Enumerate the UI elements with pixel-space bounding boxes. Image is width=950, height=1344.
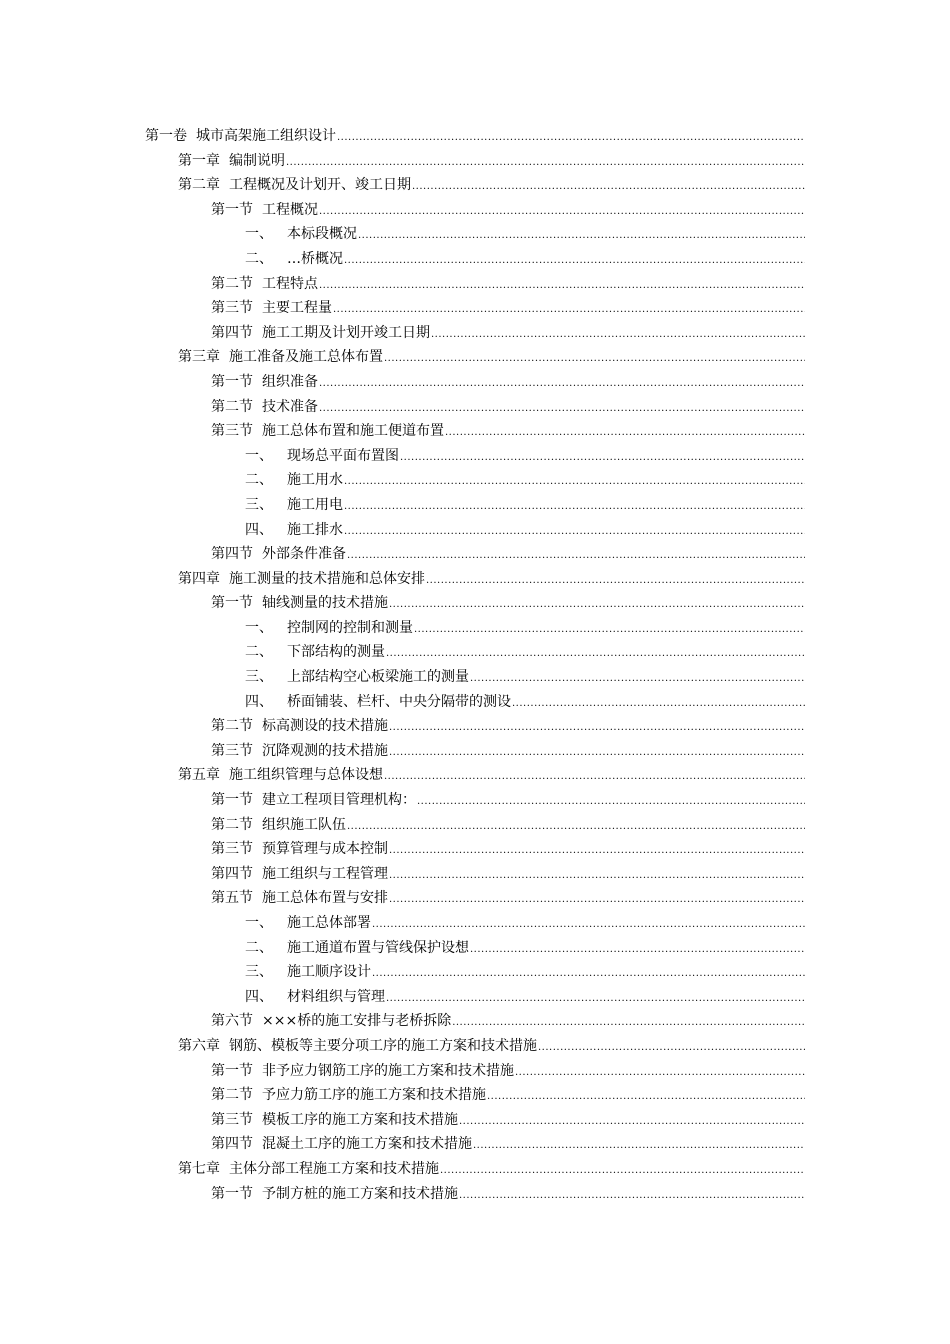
toc-entry-title: 模板工序的施工方案和技术措施 [262,1111,458,1128]
toc-entry-number: 第三节 [211,841,253,858]
toc-entry-number: 第二节 [211,1087,253,1104]
toc-entry-number: 第三节 [211,423,253,440]
toc-entry-number: 四、 [245,988,273,1005]
toc-entry-number: 第一节 [211,373,253,390]
toc-entry[interactable] [145,370,805,395]
toc-entry-number: 二、 [245,250,273,267]
toc-entry-number: 二、 [245,472,273,489]
toc-entry-number: 第六章 [178,1037,220,1054]
dot-leader [389,593,805,618]
toc-entry-number: 二、 [245,939,273,956]
dot-leader [344,495,805,520]
toc-entry-number: 第一节 [211,595,253,612]
toc-entry-number: 第一节 [211,1062,253,1079]
toc-entry[interactable] [145,665,805,690]
toc-entry[interactable] [145,862,805,887]
dot-leader [384,347,805,372]
dot-leader [487,1085,805,1110]
dot-leader [417,790,805,815]
toc-entry[interactable] [145,124,805,149]
toc-entry[interactable] [145,173,805,198]
toc-entry[interactable] [145,272,805,297]
dot-leader [358,224,805,249]
dot-leader [347,544,805,569]
toc-entry-title: 施工通道布置与管线保护设想 [287,939,469,956]
toc-entry-title: 材料组织与管理 [287,988,385,1005]
dot-leader [344,520,805,545]
dot-leader [470,938,805,963]
toc-entry-title: 施工测量的技术措施和总体安排 [229,570,425,587]
toc-entry-title: 钢筋、模板等主要分项工序的施工方案和技术措施 [229,1037,537,1054]
toc-entry[interactable] [145,395,805,420]
toc-entry[interactable] [145,247,805,272]
toc-entry[interactable] [145,813,805,838]
dot-leader [515,1061,805,1086]
toc-entry[interactable] [145,345,805,370]
toc-entry-number: 第二节 [211,816,253,833]
dot-leader [400,446,805,471]
toc-entry-number: 第一节 [211,1185,253,1202]
toc-entry-number: 第一节 [211,792,253,809]
toc-entry[interactable] [145,1059,805,1084]
toc-entry-title: 施工组织管理与总体设想 [229,767,383,784]
toc-entry-number: 二、 [245,644,273,661]
dot-leader [319,200,805,225]
toc-entry-title: 现场总平面布置图 [287,447,399,464]
toc-entry-title: 予制方桩的施工方案和技术措施 [262,1185,458,1202]
toc-entry[interactable] [145,911,805,936]
dot-leader [389,741,805,766]
toc-entry-number: 第三节 [211,1111,253,1128]
dot-leader [347,815,805,840]
toc-entry-title: 预算管理与成本控制 [262,841,388,858]
toc-entry[interactable] [145,198,805,223]
toc-entry-title: 工程概况 [262,201,318,218]
dot-leader [412,175,805,200]
toc-entry-number: 第一章 [178,152,220,169]
dot-leader [445,421,805,446]
toc-entry-number: 一、 [245,915,273,931]
dot-leader [389,864,805,889]
toc-entry-number: 第一节 [211,201,253,218]
toc-entry[interactable] [145,149,805,174]
dot-leader [389,716,805,741]
toc-entry-title: 本标段概况 [287,226,357,243]
toc-entry-title: 施工总体部署 [287,915,371,931]
dot-leader [386,987,805,1012]
dot-leader [333,298,805,323]
dot-leader [459,1184,805,1209]
toc-entry[interactable] [145,567,805,592]
toc-entry-title: 下部结构的测量 [287,644,385,661]
toc-entry-number: 第五章 [178,767,220,784]
toc-entry[interactable] [145,1009,805,1034]
toc-entry-title: 予应力筋工序的施工方案和技术措施 [262,1087,486,1104]
toc-entry-title: 技术准备 [262,398,318,415]
toc-entry[interactable] [145,886,805,911]
toc-entry[interactable] [145,493,805,518]
toc-entry-title: 施工用电 [287,496,343,513]
toc-entry[interactable] [145,837,805,862]
dot-leader [512,692,805,717]
toc-entry-title: 标高测设的技术措施 [262,718,388,735]
dot-leader [386,642,805,667]
dot-leader [344,249,805,274]
toc-entry-number: 第二节 [211,398,253,415]
dot-leader [389,839,805,864]
toc-entry-number: 第四章 [178,570,220,587]
toc-entry-title: 轴线测量的技术措施 [262,595,388,612]
toc-entry-number: 第四节 [211,324,253,341]
dot-leader [389,888,805,913]
toc-entry-title: 组织准备 [262,373,318,390]
toc-entry[interactable] [145,419,805,444]
dot-leader [440,1159,805,1184]
dot-leader [372,962,805,987]
toc-entry[interactable] [145,690,805,715]
toc-entry-number: 四、 [245,693,273,710]
toc-entry-title: 非予应力钢筋工序的施工方案和技术措施 [262,1062,514,1079]
toc-entry-title: 施工总体布置和施工便道布置 [262,423,444,440]
toc-entry-title: 施工总体布置与安排 [262,890,388,907]
dot-leader [414,618,805,643]
toc-entry[interactable] [145,1034,805,1059]
toc-entry-title: …桥概况 [287,250,343,267]
toc-entry[interactable] [145,1182,805,1207]
toc-entry-number: 一、 [245,226,273,243]
dot-leader [473,1134,805,1159]
toc-entry[interactable] [145,1083,805,1108]
dot-leader [384,765,805,790]
toc-entry[interactable] [145,763,805,788]
toc-entry[interactable] [145,616,805,641]
dot-leader [319,372,805,397]
toc-entry-number: 一、 [245,619,273,636]
toc-entry-number: 三、 [245,964,273,981]
toc-entry-title: 外部条件准备 [262,546,346,563]
dot-leader [344,470,805,495]
toc-entry[interactable] [145,468,805,493]
dot-leader [538,1036,805,1061]
toc-entry[interactable] [145,296,805,321]
toc-entry-title: 施工顺序设计 [287,964,371,981]
toc-entry-title: 编制说明 [229,152,285,169]
toc-entry-title: 组织施工队伍 [262,816,346,833]
toc-entry-title: 工程特点 [262,275,318,292]
toc-entry-number: 第二章 [178,177,220,194]
toc-entry-title: 桥面铺装、栏杆、中央分隔带的测设 [287,693,511,710]
toc-entry[interactable] [145,739,805,764]
toc-entry-number: 第一卷 [145,128,187,144]
toc-entry[interactable] [145,985,805,1010]
toc-entry-number: 三、 [245,669,273,686]
toc-entry-number: 三、 [245,496,273,513]
dot-leader [286,151,805,176]
toc-entry[interactable] [145,1157,805,1182]
toc-entry-number: 第四节 [211,865,253,882]
toc-entry[interactable] [145,518,805,543]
dot-leader [319,397,805,422]
toc-entry[interactable] [145,1108,805,1133]
toc-entry-title: 上部结构空心板梁施工的测量 [287,669,469,686]
toc-entry[interactable] [145,714,805,739]
toc-entry-title: 主体分部工程施工方案和技术措施 [229,1160,439,1177]
toc-entry-title: 混凝土工序的施工方案和技术措施 [262,1136,472,1153]
toc-entry-title: 施工组织与工程管理 [262,865,388,882]
toc-entry-number: 第二节 [211,275,253,292]
dot-leader [372,913,805,938]
dot-leader [470,667,805,692]
toc-entry[interactable] [145,788,805,813]
toc-entry[interactable] [145,542,805,567]
dot-leader [319,274,805,299]
toc-entry-title: 施工准备及施工总体布置 [229,349,383,366]
dot-leader [337,126,805,151]
toc-entry-title: 沉降观测的技术措施 [262,742,388,759]
toc-entry[interactable] [145,444,805,469]
toc-entry-number: 四、 [245,521,273,538]
toc-entry-number: 第四节 [211,1136,253,1153]
toc-entry-title: 控制网的控制和测量 [287,619,413,636]
toc-entry-number: 第三章 [178,349,220,366]
toc-entry-title: 主要工程量 [262,300,332,317]
toc-entry[interactable] [145,1132,805,1157]
toc-entry[interactable] [145,591,805,616]
toc-entry-number: 第五节 [211,890,253,907]
toc-entry-title: 建立工程项目管理机构： [262,792,416,809]
toc-entry-title: 施工用水 [287,472,343,489]
toc-entry-title: 施工工期及计划开竣工日期 [262,324,430,341]
toc-entry[interactable] [145,960,805,985]
toc-entry[interactable] [145,321,805,346]
toc-entry[interactable] [145,640,805,665]
toc-entry-number: 第三节 [211,742,253,759]
toc-entry-number: 一、 [245,447,273,464]
toc-entry-number: 第三节 [211,300,253,317]
toc-entry-number: 第二节 [211,718,253,735]
toc-entry-number: 第六节 [211,1013,253,1030]
dot-leader [452,1011,805,1036]
dot-leader [459,1110,805,1135]
toc-entry-title: 工程概况及计划开、竣工日期 [229,177,411,194]
toc-entry-title: 城市高架施工组织设计 [196,128,336,144]
toc-entry[interactable] [145,936,805,961]
toc-entry[interactable] [145,222,805,247]
toc-entry-title: 施工排水 [287,521,343,538]
dot-leader [426,569,805,594]
toc-entry-title: ×××桥的施工安排与老桥拆除 [262,1013,452,1030]
toc-entry-number: 第四节 [211,546,253,563]
dot-leader [431,323,805,348]
toc-entry-number: 第七章 [178,1160,220,1177]
table-of-contents [145,124,805,1206]
